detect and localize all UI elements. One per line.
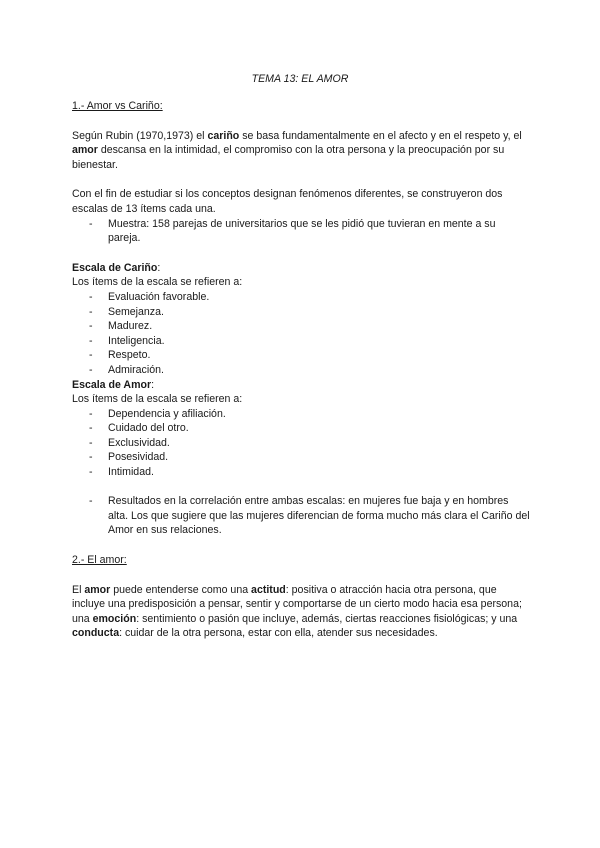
section-1-paragraph-2: Con el fin de estudiar si los conceptos designan fenómenos diferentes, se construyeron dos escalas de 13 ítems cada una. (72, 188, 503, 215)
section-1-intro: Según Rubin (1970,1973) el cariño se basa fundamentalmente en el afecto y en el respeto y, el amor descansa en la intimidad, el compromiso con la otra persona y la preocupación por su bienestar. (72, 129, 522, 171)
list-item: - Dependencia y afiliación. (72, 407, 530, 422)
amor-scale-heading: Escala de Amor: (72, 378, 155, 391)
list-item: - Evaluación favorable. (72, 290, 530, 305)
list-item: - Posesividad. (72, 450, 530, 465)
list-item: - Madurez. (72, 319, 530, 334)
carino-scale-heading: Escala de Cariño: (72, 261, 161, 274)
section-2-heading: 2.- El amor: (72, 554, 127, 567)
document-body (72, 99, 530, 641)
list-item: - Inteligencia. (72, 334, 530, 349)
section-2-paragraph: El amor puede entenderse como una actitud: positiva o atracción hacia otra persona, que incluye una predisposición a pensar, sentir y comportarse de un cierto modo hacia esa persona; una emoción: sentimiento o pasión que incluye, además, ciertas reacciones fisiológicas; y una conducta: cuidar de la otra persona, estar con ella, atender sus necesidades. (72, 583, 522, 640)
carino-scale-lead: Los ítems de la escala se refieren a: (72, 276, 243, 289)
list-item: - Exclusividad. (72, 436, 530, 451)
sample-item: - Muestra: 158 parejas de universitarios que se les pidió que tuvieran en mente a su pareja. (72, 217, 530, 246)
document-title: TEMA 13: EL AMOR (251, 73, 349, 85)
carino-items-list (72, 290, 530, 378)
list-item: - Intimidad. (72, 465, 530, 480)
amor-items-list (72, 407, 530, 480)
list-item: - Semejanza. (72, 305, 530, 320)
list-item: - Cuidado del otro. (72, 421, 530, 436)
sample-list (72, 217, 530, 246)
results-item: - Resultados en la correlación entre ambas escalas: en mujeres fue baja y en hombres alta. Los que sugiere que las mujeres diferencian de forma mucho más clara el Cariño del Amor en sus relaciones. (72, 494, 530, 538)
amor-scale-lead: Los ítems de la escala se refieren a: (72, 393, 243, 406)
section-1-heading: 1.- Amor vs Cariño: (72, 100, 163, 112)
list-item: - Admiración. (72, 363, 530, 378)
list-item: - Respeto. (72, 348, 530, 363)
results-list (72, 494, 530, 538)
